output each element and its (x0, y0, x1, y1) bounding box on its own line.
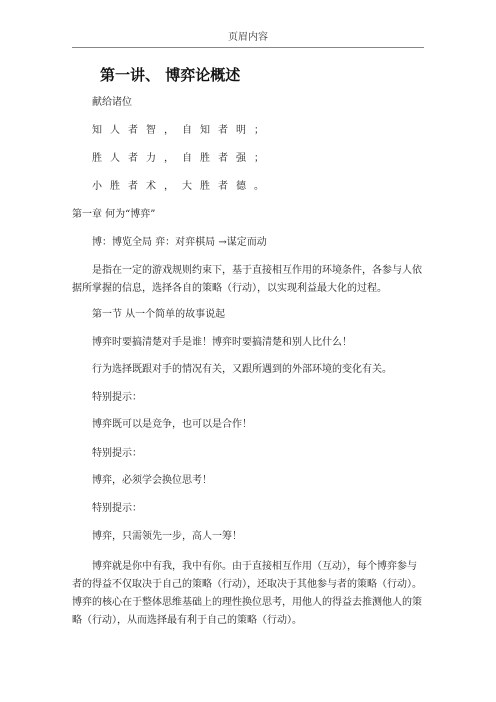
page-header: 页眉内容 (228, 32, 268, 43)
header-divider (72, 47, 424, 48)
tip-label-1: 特别提示： (92, 392, 142, 403)
tip-text-3: 博弈，只需领先一步，高人一筹！ (92, 531, 242, 542)
dedication-line-1: 知人者智，自知者明； (92, 125, 272, 136)
section-line-2: 行为选择既跟对手的情况有关，又跟所遇到的外部环境的变化有关。 (92, 364, 392, 375)
dedication-line-3: 小胜者术，大胜者德。 (92, 181, 272, 192)
dedication-heading: 献给诸位 (92, 97, 132, 108)
dedication-line-2: 胜人者力，自胜者强； (92, 153, 272, 164)
closing-paragraph: 博弈就是你中有我，我中有你。由于直接相互作用（互动），每个博弈参与者的得益不仅取决于自己的策略（行动），还取决于其他参与者的策略（行动）。博弈的核心在于整体思维基础上的理性换位思考，用他人的得益去推测他人的策略（行动），从而选择最有利于自己的策略（行动）。 (72, 561, 422, 626)
tip-text-1: 博弈既可以是竞争，也可以是合作！ (92, 419, 252, 430)
definition-paragraph: 是指在一定的游戏规则约束下，基于直接相互作用的环境条件，各参与人依据所掌握的信息，选择各自的策略（行动），以实现利益最大化的过程。 (72, 265, 422, 294)
tip-text-2: 博弈，必须学会换位思考！ (92, 475, 212, 486)
tip-label-3: 特别提示： (92, 503, 142, 514)
section-line-1: 博弈时要搞清楚对手是谁！博弈时要搞清楚和别人比什么！ (92, 337, 352, 348)
tip-label-2: 特别提示： (92, 448, 142, 459)
lecture-title: 第一讲、 博弈论概述 (100, 66, 241, 84)
definition-line: 博：博览全局 弈：对弈棋局 →谋定而动 (92, 237, 267, 248)
chapter-heading: 第一章 何为“博弈” (72, 209, 156, 220)
section-heading: 第一节 从一个简单的故事说起 (92, 309, 226, 320)
